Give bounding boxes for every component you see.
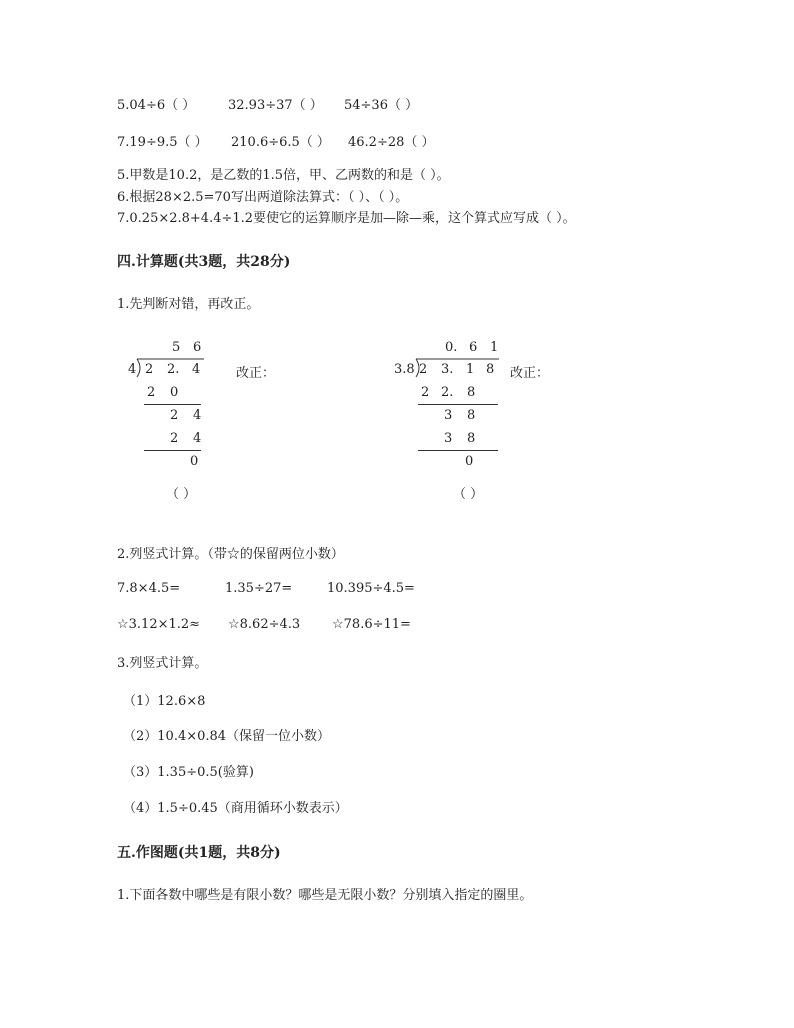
divisor: 4: [128, 362, 137, 377]
answer-paren: （ ）: [453, 487, 484, 502]
step-digit: 3: [444, 408, 453, 423]
dividend-digit: 2: [419, 362, 428, 377]
step-digit: 3: [444, 431, 453, 446]
subtraction-line: [144, 450, 201, 451]
quotient-digit: 6: [193, 340, 202, 355]
step-digit: 4: [193, 408, 202, 423]
step-digit: 2: [170, 408, 179, 423]
question-7: 7.0.25×2.8+4.4÷1.2要使它的运算顺序是加—除—乘，这个算式应写成（ ）。: [117, 211, 576, 226]
correction-label: 改正：: [510, 366, 550, 381]
calc-item: ☆3.12×1.2≈: [117, 617, 201, 632]
section-5-heading: 五.作图题(共1题，共8分): [117, 845, 281, 861]
calc-item: （1）12.6×8: [123, 694, 206, 709]
dividend-digit: 3.: [441, 362, 454, 377]
subtraction-line: [418, 404, 498, 405]
question-6: 6.根据28×2.5=70写出两道除法算式：（ ）、（ ）。: [117, 190, 409, 205]
step-digit: 2: [170, 431, 179, 446]
section-4-q1: 1.先判断对错，再改正。: [117, 297, 260, 312]
question-7-19: 7.19÷9.5（ ）: [117, 135, 208, 150]
step-digit: 8: [467, 431, 476, 446]
calc-item: （3）1.35÷0.5(验算): [123, 765, 254, 780]
step-digit: 4: [193, 431, 202, 446]
calc-item: 7.8×4.5=: [117, 581, 181, 596]
section-4-q2: 2.列竖式计算。（带☆的保留两位小数）: [117, 547, 344, 562]
calc-item: 1.35÷27=: [225, 581, 293, 596]
question-46-2: 46.2÷28（ ）: [348, 135, 435, 150]
quotient-digit: 1: [490, 340, 499, 355]
question-5-04: 5.04÷6（ ）: [117, 98, 196, 113]
calc-item: （4）1.5÷0.45（商用循环小数表示）: [123, 801, 348, 816]
remainder: 0: [190, 454, 199, 469]
dividend-digit: 8: [486, 362, 495, 377]
dividend-digit: 4: [192, 362, 201, 377]
divisor: 3.8: [394, 362, 415, 377]
subtraction-line: [418, 450, 498, 451]
quotient-digit: 5: [172, 340, 181, 355]
dividend-digit: 1: [466, 362, 475, 377]
step-digit: 0: [170, 385, 179, 400]
quotient-digit: 6: [469, 340, 478, 355]
remainder: 0: [465, 454, 474, 469]
question-210-6: 210.6÷6.5（ ）: [231, 135, 330, 150]
step-digit: 8: [467, 385, 476, 400]
correction-label: 改正：: [236, 366, 276, 381]
quotient-digit: 0.: [445, 340, 458, 355]
question-32-93: 32.93÷37（ ）: [228, 98, 323, 113]
calc-item: ☆8.62÷4.3: [228, 617, 301, 632]
dividend-digit: 2.: [167, 362, 180, 377]
subtraction-line: [144, 404, 201, 405]
section-4-heading: 四.计算题(共3题，共28分): [117, 254, 291, 270]
step-digit: 2: [421, 385, 430, 400]
question-54: 54÷36（ ）: [344, 98, 419, 113]
dividend-digit: 2: [145, 362, 154, 377]
step-digit: 2: [147, 385, 156, 400]
section-5-q1: 1.下面各数中哪些是有限小数？哪些是无限小数？分别填入指定的圈里。: [117, 888, 533, 903]
answer-paren: （ ）: [166, 487, 197, 502]
section-4-q3: 3.列竖式计算。: [117, 656, 208, 671]
calc-item: 10.395÷4.5=: [327, 581, 415, 596]
step-digit: 2.: [441, 385, 454, 400]
calc-item: ☆78.6÷11=: [332, 617, 411, 632]
question-5: 5.甲数是10.2，是乙数的1.5倍，甲、乙两数的和是（ ）。: [117, 168, 450, 183]
step-digit: 8: [467, 408, 476, 423]
calc-item: （2）10.4×0.84（保留一位小数）: [123, 729, 331, 744]
